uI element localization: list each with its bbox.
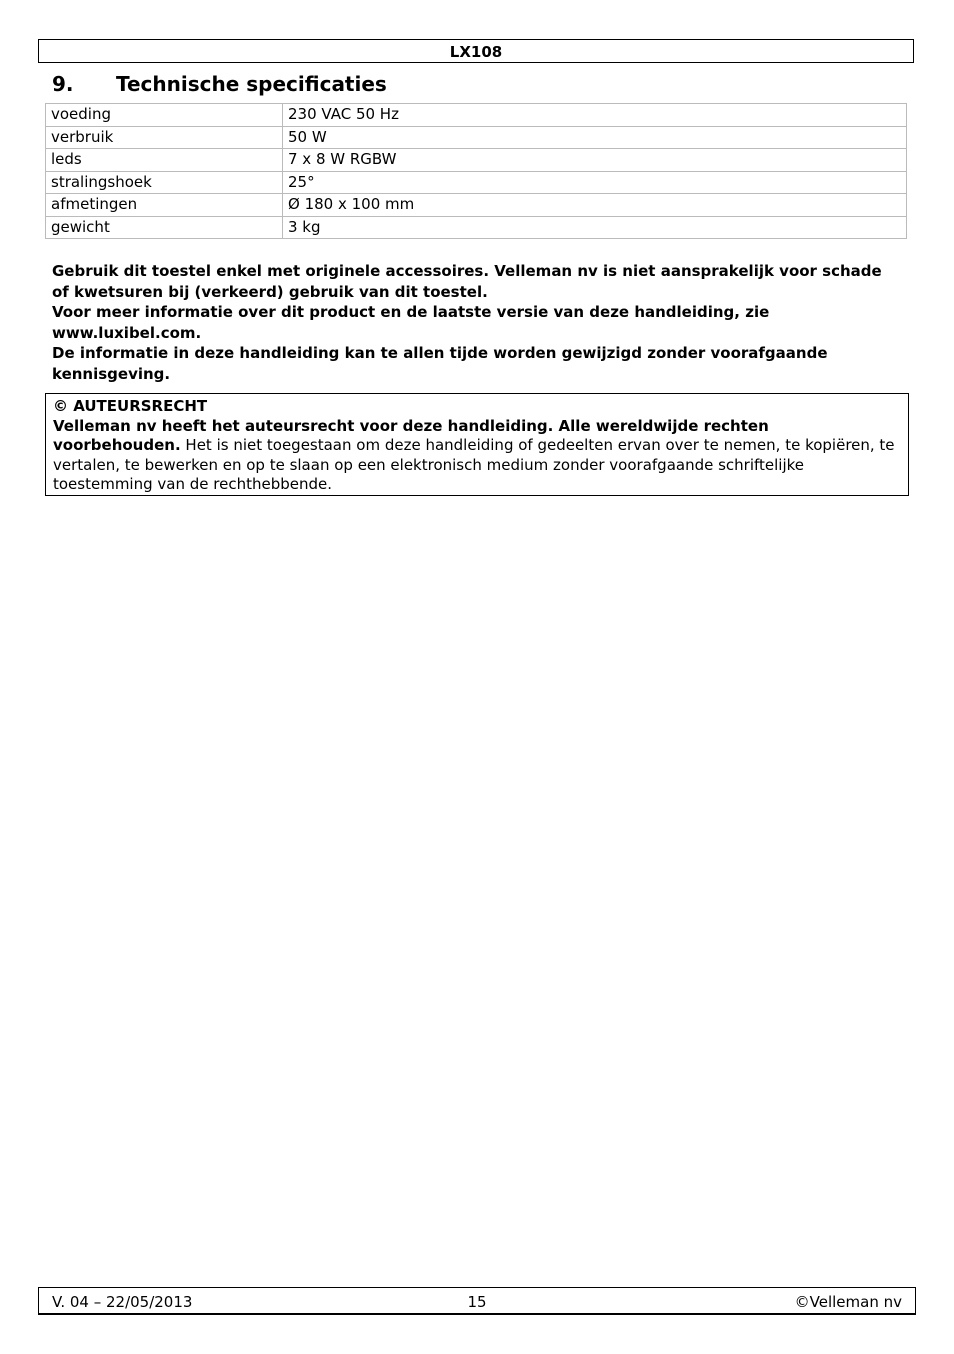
accessories-note: Gebruik dit toestel enkel met originele accessoires. Velleman nv is niet aansprakelijk voor schade of kwetsuren bij (verkeerd) gebruik van dit toestel. [52, 262, 882, 301]
page-footer [38, 1287, 916, 1315]
table-row [46, 216, 907, 239]
change-notice: De informatie in deze handleiding kan te allen tijde worden gewijzigd zonder voorafgaande kennisgeving. [52, 344, 828, 383]
spec-key: leds [46, 149, 283, 172]
copyright-heading: © AUTEURSRECHT [53, 397, 208, 415]
page-header [38, 39, 914, 63]
table-row [46, 194, 907, 217]
table-row [46, 104, 907, 127]
more-info-note: Voor meer informatie over dit product en de laatste versie van deze handleiding, zie www.luxibel.com. [52, 303, 770, 342]
section-heading [52, 70, 387, 98]
copyright-normal-text: Het is niet toegestaan om deze handleiding of gedeelten ervan over te nemen, te kopiëren, te vertalen, te bewerken en op te slaan op een elektronisch medium zonder voorafgaande schriftelijke toestemming van de rechthebbende. [53, 436, 895, 493]
spec-value: 50 W [283, 126, 907, 149]
table-row [46, 171, 907, 194]
version-date: V. 04 – 22/05/2013 [52, 1293, 193, 1311]
table-row [46, 126, 907, 149]
spec-key: verbruik [46, 126, 283, 149]
copyright-box [45, 393, 909, 496]
notes-block [52, 261, 892, 384]
model-number: LX108 [449, 43, 503, 61]
spec-key: stralingshoek [46, 171, 283, 194]
spec-value: 7 x 8 W RGBW [283, 149, 907, 172]
company-copyright: ©Velleman nv [794, 1293, 902, 1311]
copyright-body [53, 417, 901, 495]
spec-value: Ø 180 x 100 mm [283, 194, 907, 217]
spec-value: 230 VAC 50 Hz [283, 104, 907, 127]
section-number: 9. [52, 72, 74, 96]
copyright-bold-text: Velleman nv heeft het auteursrecht voor deze handleiding. Alle wereldwijde rechten voorbehouden. [53, 416, 769, 454]
page-number: 15 [467, 1293, 487, 1311]
spec-key: afmetingen [46, 194, 283, 217]
spec-value: 25° [283, 171, 907, 194]
spec-key: voeding [46, 104, 283, 127]
spec-value: 3 kg [283, 216, 907, 239]
spec-key: gewicht [46, 216, 283, 239]
table-row [46, 149, 907, 172]
specifications-table [45, 103, 907, 239]
section-title: Technische specificaties [116, 72, 387, 96]
